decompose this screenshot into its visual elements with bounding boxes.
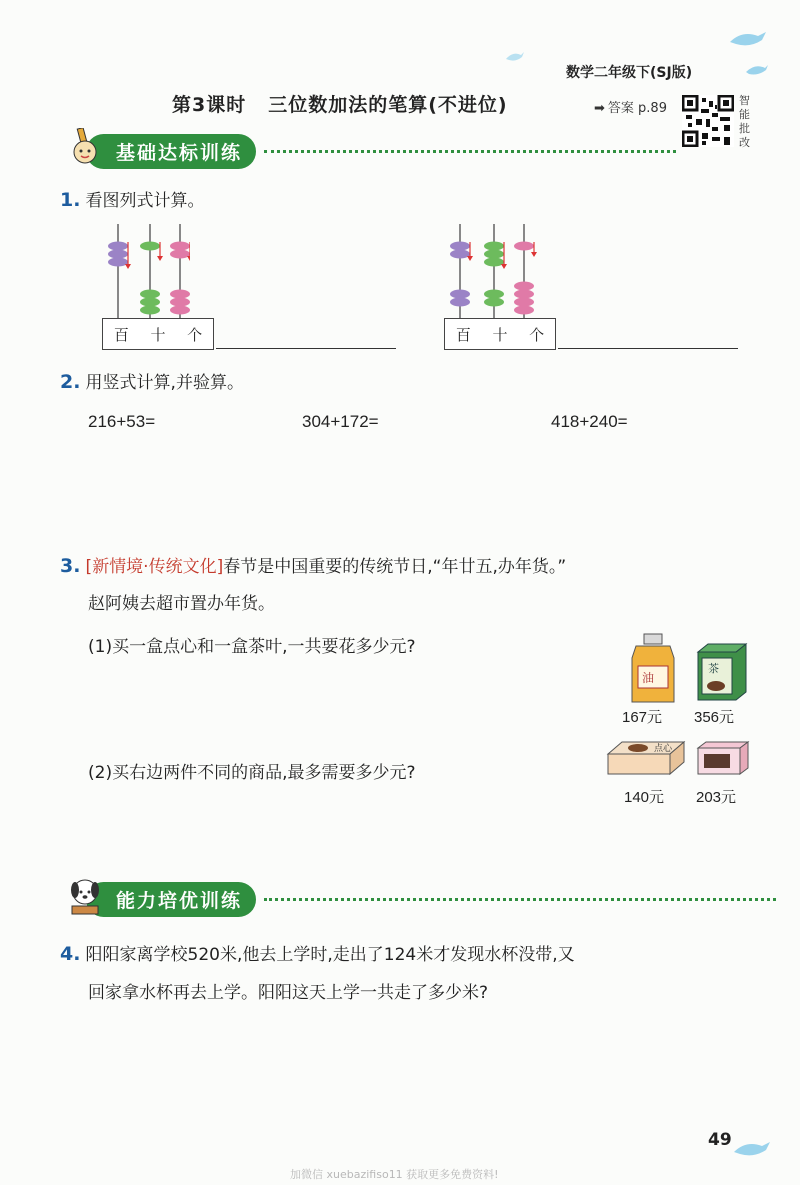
question-text-continued: 回家拿水杯再去上学。阳阳这天上学一共走了多少米? xyxy=(88,983,489,1003)
lesson-name: 三位数加法的笔算(不进位) xyxy=(268,94,508,116)
price-gift-box: 203元 xyxy=(696,789,737,806)
pencil-mascot-icon xyxy=(68,128,102,168)
lesson-number: 第3课时 xyxy=(172,94,247,116)
question-text-continued: 赵阿姨去超市置办年货。 xyxy=(88,594,275,614)
dolphin-icon xyxy=(745,62,769,78)
place-ones: 个 xyxy=(529,325,545,344)
question-text: 春节是中国重要的传统节日,“年廿五,办年货。” xyxy=(223,557,567,577)
answer-reference[interactable] xyxy=(594,97,667,116)
abacus-figure-1 xyxy=(100,224,190,322)
page-number: 49 xyxy=(708,1130,732,1150)
question-1 xyxy=(60,186,205,211)
arrow-right-icon: ➡ xyxy=(594,101,605,116)
dog-mascot-icon xyxy=(68,876,102,916)
pastry-label: 点心 xyxy=(654,744,673,754)
place-tens: 十 xyxy=(150,325,166,344)
expression-2: 304+172= xyxy=(302,412,379,431)
dotted-divider xyxy=(264,150,676,153)
pastry-box-icon xyxy=(606,740,686,776)
book-title: 数学二年级下(SJ版) xyxy=(566,65,693,81)
expression-1: 216+53= xyxy=(88,412,156,431)
footer-note: 加微信 xuebazifiso11 获取更多免费资料! xyxy=(290,1168,499,1181)
place-ones: 个 xyxy=(187,325,203,344)
question-2 xyxy=(60,368,244,393)
question-text: 用竖式计算,并验算。 xyxy=(85,373,244,393)
dotted-divider xyxy=(264,898,776,901)
oil-bottle-icon xyxy=(630,632,676,704)
answer-blank[interactable] xyxy=(216,348,396,349)
question-number: 3. xyxy=(60,555,81,577)
dolphin-icon xyxy=(505,50,525,64)
answer-ref-text: 答案 p.89 xyxy=(607,101,667,116)
qr-code-icon[interactable] xyxy=(682,95,734,147)
answer-blank[interactable] xyxy=(558,348,738,349)
question-3 xyxy=(60,552,760,577)
dolphin-icon xyxy=(728,28,768,50)
lesson-title xyxy=(172,90,508,117)
question-number: 4. xyxy=(60,943,81,965)
question-text: 阳阳家离学校520米,他去上学时,走出了124米才发现水杯没带,又 xyxy=(85,945,575,965)
section-banner-advanced xyxy=(86,882,776,916)
oil-label: 油 xyxy=(642,671,655,685)
section-title-basic-text: 基础达标训练 xyxy=(116,141,243,164)
abacus-figure-2 xyxy=(442,224,542,322)
price-oil: 167元 xyxy=(622,709,663,726)
price-pastry: 140元 xyxy=(624,789,665,806)
expression-3: 418+240= xyxy=(551,412,628,431)
section-title-advanced xyxy=(86,882,256,917)
question-number: 1. xyxy=(60,189,81,211)
section-title-advanced-text: 能力培优训练 xyxy=(116,889,243,912)
context-tag-text: 新情境·传统文化 xyxy=(92,557,217,577)
context-tag: [新情境·传统文化] xyxy=(85,557,224,577)
tea-label: 茶 xyxy=(708,662,719,675)
smart-grading-label: 智能批改 xyxy=(739,94,750,149)
section-title-basic xyxy=(86,134,256,169)
sub-question-2: (2)买右边两件不同的商品,最多需要多少元? xyxy=(88,763,416,783)
abacus-place-labels xyxy=(444,318,556,350)
section-banner-basic xyxy=(86,134,676,168)
question-number: 2. xyxy=(60,371,81,393)
question-text: 看图列式计算。 xyxy=(85,191,205,211)
tea-box-icon xyxy=(696,642,748,702)
place-tens: 十 xyxy=(492,325,508,344)
gift-box-icon xyxy=(696,740,750,776)
question-4 xyxy=(60,940,780,965)
place-hundreds: 百 xyxy=(455,325,471,344)
sub-question-1: (1)买一盒点心和一盒茶叶,一共要花多少元? xyxy=(88,637,416,657)
dolphin-icon xyxy=(732,1138,772,1160)
price-tea: 356元 xyxy=(694,709,735,726)
abacus-place-labels xyxy=(102,318,214,350)
place-hundreds: 百 xyxy=(113,325,129,344)
